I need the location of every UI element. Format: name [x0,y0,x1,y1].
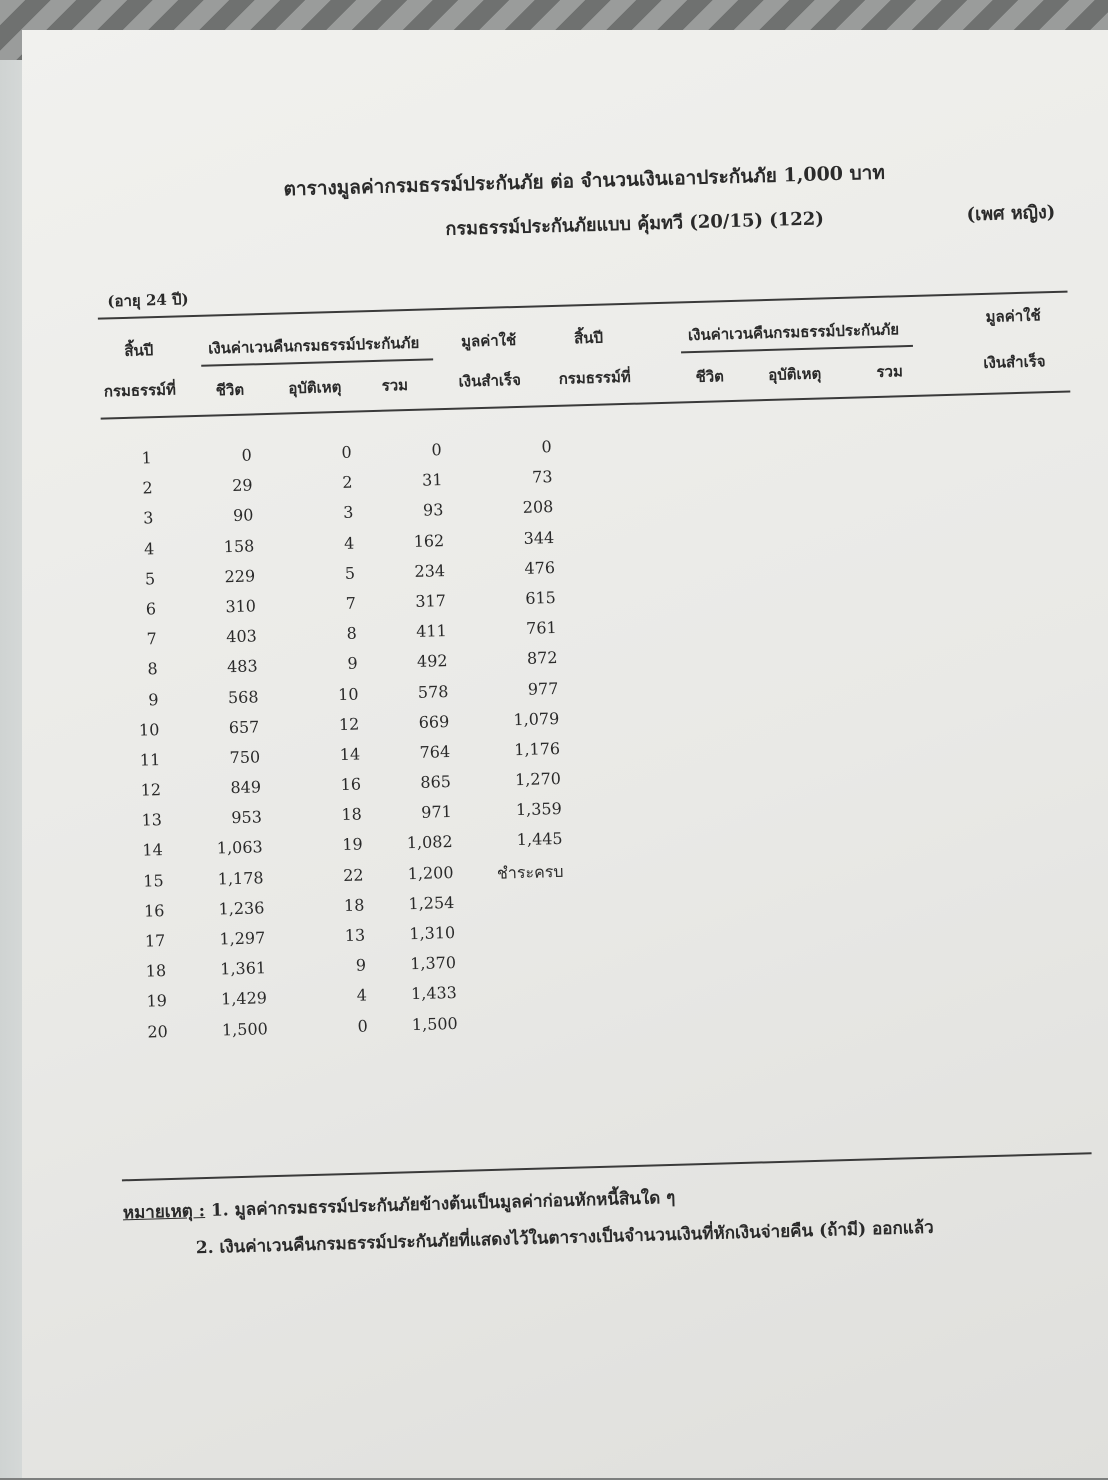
cell-accident: 22 [342,865,364,885]
age-label: (อายุ 24 ปี) [107,290,189,311]
cell-cash: 615 [525,587,557,608]
cell-total: 1,254 [408,892,455,914]
note-2-text: 2. เงินค่าเวนคืนกรมธรรม์ประกันภัยที่แสดงไว้ในตารางเป็นจำนวนเงินที่หักเงินจ่ายคืน (ถ้ามี) ออกแล้ว [195,1217,934,1259]
cell-accident: 18 [341,804,363,825]
header-year-line1: สิ้นปี [124,341,154,360]
cell-accident: 5 [344,563,356,583]
cell-life: 1,500 [221,1018,269,1040]
cell-year: 4 [143,538,155,559]
header-year-right-line1: สิ้นปี [573,328,604,348]
cell-total: 162 [413,530,445,551]
cell-total: 1,310 [409,922,456,944]
cell-cash: 1,270 [514,768,562,790]
cell-life: 403 [225,626,258,647]
header-refund-group: เงินค่าเวนคืนกรมธรรม์ประกันภัย [207,333,420,358]
cell-life: 1,063 [216,837,263,858]
cell-year: 13 [141,810,163,830]
table-body [92,422,1108,1053]
cell-cash: 73 [531,467,553,487]
table-title: ตารางมูลค่ากรมธรรม์ประกันภัย ต่อ จำนวนเงินเอาประกันภัย 1,000 บาท [283,161,886,201]
cell-cash: 977 [527,678,559,699]
cell-year: 18 [145,961,167,981]
cell-total: 234 [414,560,446,581]
cell-year: 10 [138,719,160,740]
cell-cash: 1,359 [515,799,563,820]
gender-label: (เพศ หญิง) [966,201,1056,226]
cell-accident: 9 [347,653,358,674]
header-total-right: รวม [876,362,904,381]
header-cash-right-line2: เงินสำเร็จ [983,352,1046,372]
cell-accident: 4 [343,533,355,553]
cell-year: 9 [148,689,159,709]
cell-total: 31 [421,470,443,490]
cell-life: 483 [226,656,258,677]
cell-cash: 1,079 [513,708,560,729]
cell-year: 14 [142,840,164,861]
cell-year: 12 [140,780,162,800]
cell-life: 657 [228,717,260,737]
cell-cash: 1,445 [516,829,563,850]
header-cash-line1: มูลค่าใช้ [460,330,517,351]
cell-total: 411 [415,621,447,642]
cell-accident: 0 [357,1015,368,1036]
cell-cash: ชำระครบ [496,861,564,883]
header-year-right-line2: กรมธรรม์ที่ [558,367,631,388]
header-cash-right-line1: มูลค่าใช้ [985,306,1041,326]
cell-accident: 7 [345,593,357,613]
cell-year: 16 [143,900,165,921]
cell-accident: 8 [346,623,358,643]
header-accident-right: อุบัติเหตุ [767,364,822,384]
cell-life: 1,178 [217,867,264,889]
cell-life: 1,429 [220,988,268,1009]
cell-accident: 4 [356,985,368,1006]
cell-cash: 761 [525,618,557,638]
cell-year: 8 [147,659,158,679]
cell-life: 1,236 [218,898,265,919]
cell-year: 15 [142,870,164,891]
cell-year: 2 [142,478,153,498]
header-top-rule [98,291,1068,320]
cell-cash: 476 [524,557,556,578]
header-year-line2: กรมธรรม์ที่ [103,380,177,401]
cell-life: 229 [224,566,256,586]
cell-year: 17 [144,931,166,951]
cell-accident: 19 [342,834,363,855]
footer-rule [122,1152,1092,1181]
header-cash-line2: เงินสำเร็จ [458,370,522,391]
cell-accident: 0 [341,442,352,462]
cell-total: 1,082 [406,832,453,853]
cell-total: 492 [416,651,448,672]
cell-accident: 14 [339,744,361,764]
cell-year: 5 [144,568,156,589]
cell-year: 20 [147,1021,169,1042]
header-life: ชีวิต [215,380,245,400]
cell-total: 764 [419,741,451,762]
cell-life: 0 [241,445,253,465]
header-refund-group-right: เงินค่าเวนคืนกรมธรรม์ประกันภัย [687,320,900,345]
cell-life: 29 [231,475,253,496]
document-page [22,30,1108,1478]
header-life-right: ชีวิต [695,367,725,386]
note-1-text: 1. มูลค่ากรมธรรม์ประกันภัยข้างต้นเป็นมูลค่าก่อนหักหนี้สินใด ๆ [210,1187,676,1221]
cell-total: 1,370 [409,953,457,974]
cell-life: 849 [230,777,262,798]
notes-label: หมายเหตุ : [122,1201,206,1224]
cell-cash: 872 [526,648,558,669]
cell-life: 750 [229,747,261,768]
cell-life: 310 [225,596,257,617]
cell-total: 865 [420,772,452,792]
cell-accident: 13 [344,925,366,946]
cell-year: 3 [143,508,154,528]
cell-cash: 0 [541,437,552,457]
cell-total: 971 [420,802,453,823]
printed-sheet [84,152,1108,1479]
cell-life: 90 [232,505,254,526]
cell-cash: 1,176 [513,738,561,760]
cell-year: 7 [146,629,158,649]
cell-accident: 12 [338,714,360,734]
cell-total: 0 [431,440,442,460]
cell-accident: 10 [337,684,359,704]
cell-total: 669 [418,711,450,732]
cell-life: 953 [231,807,263,828]
cell-life: 568 [227,686,259,707]
cell-cash: 208 [522,497,554,518]
header-accident: อุบัติเหตุ [288,377,342,398]
cell-life: 1,361 [220,958,267,979]
cell-accident: 9 [355,955,367,975]
cell-year: 11 [139,749,161,770]
cell-total: 1,500 [411,1013,458,1034]
cell-year: 1 [141,448,153,468]
cell-total: 1,200 [407,862,454,883]
header-total: รวม [381,376,409,395]
cell-accident: 2 [342,472,353,493]
cell-total: 93 [422,500,444,521]
cell-accident: 16 [340,774,362,795]
notes-section [122,1177,934,1264]
cell-total: 1,433 [410,983,458,1004]
cell-year: 6 [145,599,157,619]
cell-accident: 3 [342,502,354,523]
cell-life: 1,297 [219,928,266,949]
cell-total: 578 [417,681,449,702]
cell-accident: 18 [343,895,365,915]
cell-year: 19 [146,991,168,1011]
cell-total: 317 [415,591,447,611]
policy-subtitle: กรมธรรม์ประกันภัยแบบ คุ้มทวี (20/15) (122) [445,208,825,240]
cell-life: 158 [223,535,255,556]
cell-cash: 344 [523,527,555,548]
